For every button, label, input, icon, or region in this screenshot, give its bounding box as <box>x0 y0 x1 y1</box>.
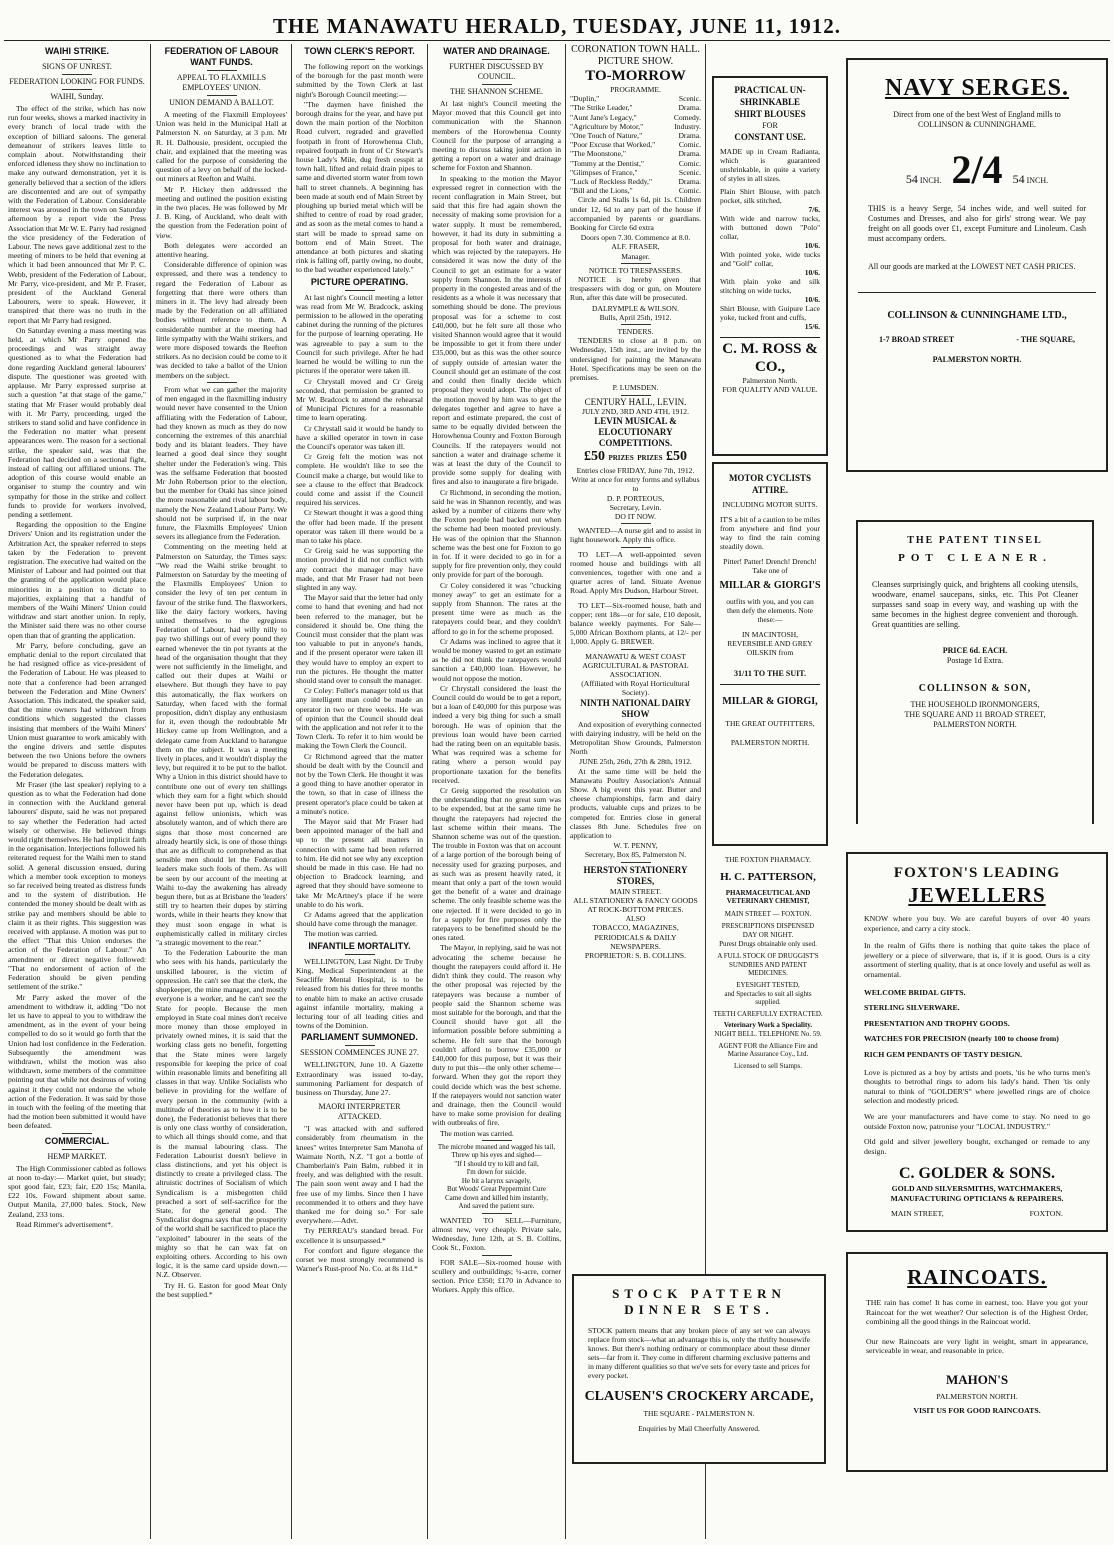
notice: And exposition of everything connected with dairying industry, will be held on the Metropolitan Show Grounds, Palmerston North <box>570 719 701 757</box>
price: 15/6. <box>804 322 820 331</box>
ad-subheading: GOLD AND SILVERSMITHS, WATCHMAKERS, MANUFACTURING OPTICIANS & REPAIRERS. <box>890 1184 1064 1203</box>
programme-heading: PROGRAMME. <box>610 85 661 94</box>
ad-heading: SHIRT BLOUSES <box>734 109 806 119</box>
classified-ad: FOR SALE—Six-roomed house with scullery and outbuildings; ¼-acre, corner section. Price £350; £170 in Advance to Workers. Apply this office. <box>432 1257 561 1295</box>
trespass-heading: NOTICE TO TRESPASSERS. <box>588 265 683 275</box>
ad-subheading: PHARMACEUTICAL AND VETERINARY CHEMIST, <box>725 888 811 906</box>
signature: W. T. PENNY, <box>613 841 658 851</box>
subheading: HEMP MARKET. <box>47 1151 107 1161</box>
classified-ad: TO LET—Six-roomed house, bath and copper; rent 18s—or for sale, £10 deposit, balance weekly payments. For Sale—5,000 African Boxthorn plants, at 12/- per 1,000. Apply G. BREWER. <box>570 600 701 647</box>
ad-text: Old gold and silver jewellery bought, exchanged or remade to any design. <box>864 1137 1090 1156</box>
ad-heading: POT CLEANER. <box>898 552 1052 564</box>
ad-tagline: THE GREAT OUTFITTERS, <box>725 719 815 728</box>
ad-heading: SHRINKABLE <box>739 97 801 107</box>
address: MAIN STREET. <box>609 886 662 896</box>
notice: ALL STATIONERY & FANCY GOODS AT ROCK-BOTTOM PRICES. <box>573 895 698 915</box>
article-paragraph: Cr Chrystall said it would be handy to have a skilled operator in town in case the Council's operator was taken ill. <box>296 423 423 451</box>
ad-heading: FOR <box>762 121 778 130</box>
ad-text: With wide and narrow tucks, with buttoned down "Polo" collar, <box>720 214 820 241</box>
doors: Doors open 7.30. Commence at 8.0. <box>580 233 691 243</box>
article-paragraph: Cr Richmond, in seconding the motion, said he was in Shannon recently, and was asked by a number of citizens there why the Foxton people had backed out when the scheme had been mooted previously. He was of the opinion that the Shannon scheme was the best one for Foxton to go in for. If it were decided to go in for a supply for fire prevention only, they could only provide for part of the borough. <box>432 487 561 580</box>
prices: Circle and Stalls 1s 6d, pit 1s. Children under 12, 6d to any part of the house if accompanied by parents or guardians. Booking for Circle 6d extra <box>570 195 701 233</box>
article-paragraph: Cr Greig said he was supporting the motion provided it did not conflict with any contract the manager may have made, and that Mr Fraser had not been slighted in any way. <box>296 546 423 592</box>
ad-text: AGENT FOR the Alliance Fire and Marine Assurance Coy., Ltd. <box>718 1041 818 1059</box>
programme-item: "Aunt Jane's Legacy," Comedy. <box>570 112 701 122</box>
ad-company: MILLAR & GIORGI'S <box>719 580 821 591</box>
programme-item: "Luck of Reckless Reddy," Drama. <box>570 177 701 187</box>
article-paragraph: To the Federation Labourite the man who sees with his hands, particularly the unskilled labourer, is the victim of oppression. He can't see that the clerk, the shopkeeper, the mine manager, and mostly everyone is a worker, and he can't see the State for people. Because the men employed in State coal mines don't receive more money than those employed in privately owned mines, it is said that the working class gets no benefit, forgetting that the State mines were largely responsible for keeping the price of coal within reasonable limits and benefiting all classes in that way. Unlike Socialists who believe in providing for the welfare of every person in the community (with a multitude of theories as to how it is to be done), the Federationist believes that there is only one class worthy of consideration, to which all things should come, and that is the manual labouring class. The Federation Labourist doesn't believe in class distinctions, and yet his object is distinctly to create a privileged class. The altruistic doctrines of Socialism of which Syndicalism is a misbegotten child preached a sort of self-sacrifice for the State, for the general good. The Syndicalist dogma says that the prosperity of the world shall be sacrificed to place the "exploited" labourer in the seats of the mighty so that he can wax fat on exploiting others. According to his own logic, it is the same card upside down.—N.Z. Observer. <box>156 948 287 1280</box>
ad-text: Purest Drugs obtainable only used. <box>719 939 817 948</box>
herston-heading: HERSTON STATIONERY STORES, <box>583 864 688 886</box>
programme-list <box>570 94 701 195</box>
ad-text: In the realm of Gifts there is nothing that quite takes the place of jewellery or a piece of silverware, that is, if it is good. Ours is a city assortment of sterling quality, that is at once lovely and useful as well as ornamental. <box>864 941 1090 979</box>
signature-title: Secretary, Levin. <box>609 502 662 512</box>
article-paragraph: Cr Adams was inclined to agree that it would be money wasted to get an estimate as he did not think the ratepayers would sanction a £40,000 loan. However, he would not oppose the motion. <box>432 636 561 683</box>
headline: FEDERATION OF LABOUR WANT FUNDS. <box>164 46 279 67</box>
subheading: MAORI INTERPRETER ATTACKED. <box>318 1102 401 1122</box>
signature: DALRYMPLE & WILSON. <box>592 303 679 313</box>
ad-ross-blouses <box>712 76 828 456</box>
ad-heading: CONSTANT USE. <box>734 132 806 142</box>
advert-line: For comfort and figure elegance the corset we most strongly recommend is Warner's Rust-proof No. Co. at 8s 11d.* <box>296 1245 423 1274</box>
subheading: APPEAL TO FLAXMILLS EMPLOYEES' UNION. <box>176 73 267 92</box>
ad-text: PRESCRIPTIONS DISPENSED <box>721 922 815 931</box>
price: PRICE 6d. EACH. <box>942 646 1008 655</box>
article-paragraph: "The daymen have finished the borough drains for the year, and have put down the main portion of the Norbiton Road culvert, regraded and gravelled footpath in front of Horowhenua Club, repaired footpath in front of Cr Stewart's house Lady's Mile, dug fresh cesspit at town hall, lifted and relaid drain pipes to same and diverted storm water from town hall to street channels. A beginning has been made at south end of Main Street by ploughing up buried metal which will be shifted to centre of road by road grader, and as soon as the metal comes to hand a start will be made to spread same on bottom end of Main Street. The attendance at both pictures and skating rink is falling off, partly owing, no doubt, to the bad weather experienced lately." <box>296 99 423 275</box>
ad-heading: STOCK PATTERN <box>612 1286 786 1301</box>
article-paragraph: Considerable difference of opinion was expressed, and there was a tendency to regard the Federation of Labour as forgetting that there were others than miners in it. The levy had already been made by the Federation on all affiliated bodies without reference to them. A considerable number at the meeting had little sympathy with the Waihi strikers, and were more disposed towards the Reefton strikers. As no decision could be come to it was decided to take a ballot of the Union members on the subject. <box>156 260 287 380</box>
subheading: FURTHER DISCUSSED BY COUNCIL. <box>449 62 544 81</box>
tenders-heading: TENDERS. <box>617 327 654 337</box>
ad-text: Cleanses surprisingly quick, and brightens all cooking utensils, woodware, enamel saucepans, sinks, etc. This Pot Cleaner surpasses sand soap in every way, and washing up with the same becomes in the highest degree convenient and thorough. Great quantities are selling. <box>872 580 1078 629</box>
article-paragraph: From what we can gather the majority of men engaged in the flaxmilling industry would never have consented to the Union affiliating with the Federation of Labour, had they known as much as they do now concerning the extremes of this anarchial body and its blatant leaders. They have learned a good deal since they sought shelter under the Federation's wing. This was the selfsame Federation that boosted Mr John Robertson prior to the election, but the member for Otaki has since joined the more reasonable and rival labour body, namely the New Zealand Labour Party. We should not be surprised if, in the near future, the Flaxmills Employees' Union severs its allegiance from the Federation. <box>156 384 287 542</box>
poem: The microbe moaned and wagged his tail, Threw up his eyes and sighed— "If I should try to kill and fail, I'm down for suicide. He bit a larynx savagely, But Woods' Great Peppermint Cure Came down and killed him instantly, And saved the patient sure. <box>437 1142 556 1211</box>
ad-company: C. M. ROSS & CO., <box>722 341 818 375</box>
century-heading: CENTURY HALL, LEVIN. <box>584 396 687 407</box>
ad-text: Direct from one of the best West of England mills to COLLINSON & CUNNINGHAME. <box>893 110 1061 129</box>
signature: ALF. FRASER, <box>611 242 660 252</box>
masthead: THE MANAWATU HERALD, TUESDAY, JUNE 11, 1912. <box>273 14 841 38</box>
notice: At the same time will be held the Manawatu Poultry Association's Annual Show. A big event this year. Butter and cheese championships, farm and dairy products, valuable cups and prizes to be competed for. Entries close in general classes 8th June. Schedules free on application to <box>570 766 701 841</box>
ad-heading: FOXTON'S LEADING <box>893 865 1061 881</box>
ad-address: THE SQUARE - PALMERSTON N. <box>643 1409 755 1418</box>
advert-line: Read Rimmer's advertisement*. <box>16 1219 113 1229</box>
article-paragraph: Cr Chrystall moved and Cr Greig seconded, that permission be granted to Mr W. Bradcock to attend the rehearsal of Municipal Pictures for a reasonable time to learn operating. <box>296 376 423 423</box>
ad-text: and Spectacles to suit all sights supplied. <box>724 989 812 1007</box>
ad-address: Palmerston North. <box>742 376 798 385</box>
levin-competitions: LEVIN MUSICAL & ELOCUTIONARY COMPETITIONS. <box>594 415 677 448</box>
classified-ad: TO LET—A well-appointed seven roomed house and buildings with all conveniences, together with one and a quarter acres of land. Situate Avenue Road. Apply Mrs Dudson, Harbour Street. <box>570 549 701 596</box>
ad-heading: DINNER SETS. <box>624 1302 774 1317</box>
headline: TOWN CLERK'S REPORT. <box>304 46 415 56</box>
dairy-show: NINTH NATIONAL DAIRY SHOW <box>580 697 691 719</box>
subheading: SIGNS OF UNREST. <box>42 62 112 71</box>
article-paragraph: The High Commissioner cabled as follows at noon to-day:— Market quiet, but steady; spot good fair, £23; fair, £20 15s; Manila, £22 10s. Foward shipment about same. Output Manila, 27,000 bales. Stock, New Zealand, 233 tons. <box>8 1163 146 1219</box>
ad-heading: PRACTICAL UN- <box>734 85 806 95</box>
date: JUNE 25th, 26th, 27th & 28th, 1912. <box>579 757 692 767</box>
article-paragraph: Commenting on the meeting held at Palmerston on Saturday, the Times says: "We read the Waihi strike brought to Palmerston on Saturday by the meeting of the Flaxmills Employees' Union to consider the levy of ten per centum in favour of the strike fund. The flaxworkers, like the dairy factory workers, having united themselves to the egregious Federation of Labour, had willy nilly to pay two shillings out of every pound they earned whenever the tin pot tyrants at the head of the organisation thought that they were not sufficiently in the limelight, and called out their dupes at Waihi or elsewhere. But though they have to pay this automatically, the flax workers on Saturday, when faced with the formal proposition, didn't display any enthusiasm for it, even though the redoubtable Mr Hickey came up from Wellington, and a delegate came from Auckland to harangue them on the subject. It was a meeting lively in places, and it wouldn't display the levy, but required it to be put to the ballot. Why a Union in this district should have to contribute one out of every ten shillings which they earn for a fight which should never have been put up, which is dead against fellow unionists, which was absolutely wanton, and of which there are signs that those most concerned are already heartily sick, is one of those things that are as difficult to comprehend as that sensible men should let the Federation leaders make such fools of them. As will be seen by our account of the meeting at Waihi to-day the awakening has already begun there, but as at Brisbane the 'leaders' still try to hearten their dupes by stirring words, while in their hearts they know that they must soon engage in what is euphemistically called in military circles "a strategic movement to the rear." <box>156 542 287 948</box>
classified-ad: WANTED TO SELL—Furniture, almost new, very cheaply. Private sale, Wednesday, June 12th, at S. B. Collins, Cook St., Foxton. <box>432 1215 561 1253</box>
advert-line: Try PERREAU's standard bread. For excellence it is unsurpassed.* <box>296 1226 423 1245</box>
article-paragraph: On Saturday evening a mass meeting was held, at which Mr Parry opened the proceedings and was straight away questioned as to what the Federation had done regarding Auckland general labourers' dispute. The questioner was greeted with applause. Mr Parry expressed surprise at such a question "at that stage of the game," stating that Mr Fraser would probably deal with it. Mr Parry, proceeding, urged the strikers to stand solid and have confidence in the Federation no matter what present appearances were. The reason for a sectional strike, the speaker said, was that the Federation had decided on a sectional fight, instead of calling out affiliated unions. The adoption of this course would enable an organiser to stump the country and win sympathy for those in the strike and collect funds to provide for workers involved, pending a settlement. <box>8 325 146 519</box>
article-paragraph: Mr Parry, before concluding, gave an emphatic denial to the report circulated that he had resigned office as vice-president of the Federation of Labour. He was pleased to note that a conference had been arranged between the Federation and Mine Owners' Association. This indicated, the speaker said, that the mine owners had withdrawn from conditions which suggested the classes insisting that members of the Waihi Miners' Union must guarantee to work amicably with the engine drivers and settle disputes between the two Unions before the owners would be prepared to discuss matters with the Federation delegates. <box>8 640 146 779</box>
article-paragraph: The Mayor said that Mr Fraser had been appointed manager of the hall and up to the present all matters in connection with same had been referred to him. He did not see why any exception should be made in this case. He had no objection to Bradcock learning, and agreed that they should have someone to take Mr McArtney's place if he were unable to do his work. <box>296 817 423 909</box>
article-paragraph: "I was attacked with and suffered considerably from rheumatism in the knees" writes Interpreter Sam Manoha of Waimate North, N.Z. "I got a bottle of Chamberlain's Pain Balm, rubbed it in freely, and was delighted with the result. The pain soon went away and I had the free use of my limbs. Since then I have recommended it to others and they have thanked me for doing so." For sale everywhere.—Advt. <box>296 1124 423 1226</box>
ad-text: Our new Raincoats are very light in weight, smart in appearance, serviceable in wear, and reasonable in price. <box>866 1336 1088 1356</box>
article-paragraph: Cr Greig felt the motion was not complete. He wouldn't like to see the Council make a charge, but would like to see a clause to the effect that Bradcock could come and assist if the Council required his services. <box>296 452 423 508</box>
article-paragraph: Cr Coley considered it was "chucking money away" to get an estimate for a supply from Shannon. The rates at the present time were as much as the ratepayers could bear, and they couldn't afford to go in for the scheme proposed. <box>432 580 561 636</box>
article-paragraph: Mr Fraser (the last speaker) replying to a question as to what the Federation had done in connection with the Auckland general labourers' dispute, said he was not prepared to say whether the Federation had acted wisely or otherwise. He believed things would right themselves. He had implicit faith in the organisation. Interjections followed his reiterated request for the Waihi men to stand solid. A general discussion ensued, during which a member took exception to moneys so far received being treated as distress funds and to the system of distribution. He contended the money should be dealt with as strike pay and members should be able to claim it as their rights. This suggestion was received with applause. A motion was put to the effect "That this Union endorses the action of the Federation of Labour." An amendment or direct negative followed: "That no endorsement of action of the Federation should be given pending settlement of the strike." <box>8 779 146 992</box>
article-paragraph: Regarding the opposition to the Engine Drivers' Union and its registration under the Arbitration Act, the speaker referred to steps taken by the Federation to prevent registration. The executive had waited on the Minister of Labour and had pointed out that the granting of the application would place minorities in a position to dictate to majorities, explaining that a handful of members of the Waihi Miners' Union could withdraw and start another union. In reply, the Minister said there was no other course open than that of granting the application. <box>8 520 146 640</box>
article-paragraph: A meeting of the Flaxmill Employees' Union was held in the Municipal Hall at Palmerston N. on Saturday, at 3 p.m. Mr R. H. Dalhousie, president, occupied the chair, and explained that the meeting was called for the purpose of considering the question of a levy on behalf of the locked-out miners at Reefton and Waihi. <box>156 110 287 184</box>
article-paragraph: Cr Chrystall considered the least the Council could do would be to get a report, but a loan of £40,000 for this purpose was indeed a very big thing for such a small borough. He was of opinion that the previous loan would have been carried had the rating been on an equitable basis. What was required was a scheme for rating where a person would pay proportionate taxation for the benefits received. <box>432 683 561 785</box>
subheading: THE SHANNON SCHEME. <box>449 87 544 96</box>
signature: D. P. PORTEOUS, <box>606 493 665 503</box>
column-federation <box>156 44 287 1539</box>
masthead-rule <box>4 40 1110 41</box>
ad-text: Veterinary Work a Speciality. <box>723 1021 813 1030</box>
price: 10/6. <box>804 268 820 277</box>
programme-item: "Agriculture by Motor," Industry. <box>570 121 701 131</box>
picture-show: PICTURE SHOW. <box>597 56 674 67</box>
ad-text: TEETH CAREFULLY EXTRACTED. <box>713 1009 823 1018</box>
signature-title: Secretary, Box 85, Palmerston N. <box>584 850 687 860</box>
notice: TENDERS to close at 8 p.m. on Wednesday, 15th inst., are invited by the undersigned for painting the Manawatu Hotel. Specifications may be seen on the premises. <box>570 336 701 383</box>
headline: PARLIAMENT SUMMONED. <box>301 1032 418 1043</box>
feature-list: WELCOME BRIDAL GIFTS. STERLING SILVERWARE. PRESENTATION AND TROPHY GOODS. WATCHES FOR PRECISION (nearly 100 to choose from) RICH GEM PENDANTS OF TASTY DESIGN. <box>864 987 1059 1059</box>
ad-text: outfits with you, and you can then defy the elements. Note these:— <box>726 597 814 624</box>
ad-millar-giorgi <box>712 462 828 846</box>
ad-text: STOCK pattern means that any broken piece of any set we can always replace from stock—what an advantage this is, only the thrifty housewife knows. But there's nothing ordinary or commonplace about these dinner sets—far from it. They come in different charming exclusive patterns and in many different qualities so that we've sets for every taste and prices for every pocket. <box>588 1326 810 1380</box>
ad-foxton-pharmacy <box>712 852 824 1070</box>
date: Bulls, April 25th, 1912. <box>599 312 672 322</box>
price: 10/6. <box>804 241 820 250</box>
column-divider <box>565 44 566 1539</box>
price: 7/6. <box>808 205 820 214</box>
association-heading: MANAWATU & WEST COAST AGRICULTURAL & PASTORAL ASSOCIATION. <box>582 651 689 679</box>
article-paragraph: WELLINGTON, Last Night. Dr Truby King, Medical Superintendent at the Seacliffe Mental Hospital, is to be released from his duties for three months to enable him to make an active crusade against infantile mortality, making a lecturing tour of all leading cities and towns of the Dominion. <box>296 956 423 1031</box>
article-paragraph: At last night's Council meeting the Mayor moved that this Council get into communication with the Shannon members of the Horowhenua County Council for the purpose of arranging a meeting to discuss taking joint action in getting a report on a water and drainage scheme for Foxton and Shannon. <box>432 99 561 173</box>
ad-address: PALMERSTON NORTH. <box>933 720 1017 729</box>
ad-heading: NAVY SERGES. <box>884 75 1070 101</box>
programme-item: "Glimpses of France," Scenic. <box>570 167 701 177</box>
article-paragraph: The effect of the strike, which has now run four weeks, shows a marked inactivity in every branch of local trade with the exception of billiard saloons. The general demeanour of strikers leaves little to complain about. Notwithstanding their enforced idleness they show no inclination to make any outward demonstration, yet it is generally believed that a section of the idlers are discontented and are out of sympathy with the Federation of Labour. Considerable interest was aroused in the town on Saturday afternoon by a report vide the Press Association that Mr W. E. Parry had resigned the vice presidency of the Federation of Labour. The news gave additional zest to the meeting of miners to be held that evening at which it had been announced that Mr P. C. Webb, president of the Federation of Labour, Mr Parry, vice-president, and Mr P. Fraser, president of the Auckland General Labourers, were to speak. However, it transpired that there was no truth in the report that Mr Parry had resigned. <box>8 104 146 325</box>
ad-tagline: FOR QUALITY AND VALUE. <box>722 385 818 394</box>
ad-text: THIS is a heavy Serge, 54 inches wide, and well suited for Costumes and Dresses, and also for girls' strong wear. We pay freight on all goods over £1, except Furniture and Linoleum. Cash must accompany orders. <box>868 204 1086 243</box>
ad-text: IT'S a bit of a caution to be miles from anywhere and find your way to find the rain coming steadily down. <box>720 515 820 551</box>
article-paragraph: In speaking to the motion the Mayor expressed regret in connection with the recent conflagration in Main Street, but said that this fire had again shown the necessity of making some provision for a water supply. It must be remembered, however, it had its duty in submitting a proposal for both water and drainage, which was rejected by the ratepayers. He considered it was now the duty of the Council to get an estimate for a water supply from Shannon. In the interests of property in the congested areas and of the residents as a whole it was necessary that something should be done. The previous proposal was for a scheme to cost £40,000, but he felt sure all those who visited Shannon would agree that it would be impossible to get it from there under £35,000, but as this was the other source of supply outside of artesian water the Council should get an estimate of the cost and could then finally decide which proposal they would adopt. The object of the motion moved by him was to get the delegates together and agree to have a report and estimate prepared, the cost of same to be equally divided between the Horowhenua County and Foxton Borough Councils. If the ratepayers would not sanction a water and drainage scheme it was at least the duty of the Council to provide some supply for dealing with fires and also to inaugurate a fire brigade. <box>432 173 561 487</box>
ad-text: Postage 1d Extra. <box>946 656 1004 665</box>
notice: DO IT NOW. <box>614 511 657 521</box>
ad-text: With plain yoke and silk stitching on wide tucks, <box>720 277 820 295</box>
ad-heading: ATTIRE. <box>751 485 789 495</box>
tomorrow: TO-MORROW <box>585 68 686 84</box>
programme-item: "Bill and the Lions," Comic. <box>570 186 701 196</box>
suit-price: 31/11 TO THE SUIT. <box>734 669 806 678</box>
column-town-clerk <box>296 44 423 1539</box>
column-divider <box>427 44 428 1539</box>
ad-company: H. C. PATTERSON, <box>720 870 816 883</box>
classified-ad: WANTED—A nurse girl and to assist in light housework. Apply this office. <box>570 526 701 545</box>
article-paragraph: Cr Stewart thought it was a good thing the offer had been made. If the present operator was taken ill there would be a man to take his place. <box>296 508 423 545</box>
ad-text: DAY OR NIGHT. <box>742 930 794 939</box>
article-paragraph: Cr Richmond agreed that the matter should be dealt with by the Council and not by the Town Clerk. He thought it was a good thing to have another operator in the town, so that in case of illness the present operator's place could be taken at a minute's notice. <box>296 751 423 816</box>
article-paragraph: The Mayor said that the letter had only come to hand that evening and had not been referred to the manager, but he considered it should be. One thing the Council must consider that the plant was too valuable to put in anyone's hands, and if the present operator were taken ill they would have to employ an expert to run the pictures. He thought the matter should stand over to consult the manager. <box>296 593 423 685</box>
ad-address: PALMERSTON NORTH. <box>936 1391 1018 1401</box>
ad-company: CLAUSEN'S CROCKERY ARCADE, <box>584 1389 814 1404</box>
ad-text: THE rain has come! It has come in earnest, too. Have you got your Raincoat for the wet weather? Our selection is of the Highest Order, combining all the good things in the Raincoat world. <box>866 1298 1088 1327</box>
headline: INFANTILE MORTALITY. <box>308 940 411 951</box>
ad-address: PALMERSTON NORTH. <box>730 738 810 747</box>
ad-subheading: THE HOUSEHOLD IRONMONGERS, <box>910 700 1040 709</box>
ad-heading: THE FOXTON PHARMACY. <box>725 856 811 864</box>
ad-text: Love is pictured as a boy by artists and poets, 'tis he who turns men's thoughts to betrothal rings to adorn his lady's hand. Then 'tis only natural to think of "GOLDER'S" where jewelled rings are of choice selection and modestly priced. <box>864 1067 1090 1106</box>
article-paragraph: The motion was carried. <box>440 1128 514 1138</box>
advert-line: Try H. G. Easton for good Meat Only the best supplied.* <box>156 1280 287 1299</box>
coronation-heading: CORONATION TOWN HALL. <box>571 44 700 55</box>
ad-text: NIGHT BELL. TELEPHONE No. 59. <box>714 1029 822 1038</box>
column-divider <box>150 44 151 1539</box>
column-notices <box>570 44 701 1044</box>
signature-title: Manager. <box>621 251 650 261</box>
article-paragraph: At last night's Council meeting a letter was read from Mr W. Bradcock, asking permission to be allowed in the operating cabinet during the running of the pictures for the purpose of learning operating. He was agreeable to pay a sum to the Council for such privilege. After he had learned he would be willing to run the pictures if the operator were taken ill. <box>296 292 423 376</box>
ad-text: MADE up in Cream Radianta, which is guaranteed unshrinkable, in quite a variety of styles in all sizes. <box>720 147 820 183</box>
programme-item: "Poor Excuse that Worked," Comic. <box>570 140 701 150</box>
ad-heading: THE PATENT TINSEL <box>907 535 1043 546</box>
ad-tinsel-pot-cleaner <box>846 496 1104 824</box>
ad-company: MAHON'S <box>945 1371 1009 1387</box>
ad-navy-serges <box>846 58 1108 472</box>
programme-item: "The Moonstone," Drama. <box>570 149 701 159</box>
notice: (Affiliated with Royal Horticultural Society). <box>581 679 690 698</box>
ad-company: C. GOLDER & SONS. <box>898 1165 1056 1183</box>
article-paragraph: Mr Parry asked the mover of the amendment to withdraw it, adding "Do not let us have to appeal to you to withdraw the amendment, as in the event of your being compelled to do so it would go forth that the Union had lost confidence in the Federation. Subsequently the amendment was withdrawn, whilst the motion was also withdrawn, some members of the committee pointing out that while not desirous of voting against it they could not endorse the whole action of the Federation. It was said by those in touch with the feeling of the meeting that had the motion been submitted it would have been defeated. <box>8 992 146 1131</box>
ad-text: Plain Shirt Blouse, with patch pocket, silk stitched, <box>720 187 820 205</box>
ad-text: A FULL STOCK OF DRUGGIST'S SUNDRIES AND PATENT MEDICINES. <box>717 952 819 978</box>
programme-item: "Tommy at the Dentist," Comic. <box>570 158 701 168</box>
article-paragraph: The Mayor, in replying, said he was not advocating the scheme because he thought the ratepayers could afford it. He didn't think they could. The reason why the other proposal was rejected by the ratepayers was because a number of people said the Shannon scheme was most suitable for the borough, and that the Council should have got all the information possible before submitting a scheme. He felt sure that the borough couldn't afford to borrow £35,000 or £40,000 for this purpose, but it was their duty to put this—the only other scheme—forward. When they got the report they could decide which was the best scheme. If the ratepayers would not sanction water and drainage, then the Council would have to make some provision for dealing with outbreaks of fire. <box>432 943 561 1128</box>
headline: PICTURE OPERATING. <box>310 276 409 287</box>
article-paragraph: The following report on the workings of the borough for the past month were submitted by the Town Clerk at last night's Borough Council meeting:— <box>296 62 423 99</box>
ad-text: Shirt Blouse, with Guipure Lace yoke, tucked front and cuffs, <box>720 304 820 322</box>
prizes: £50 PRIZES PRIZES £50 <box>583 448 688 464</box>
article-paragraph: The motion was carried. <box>304 929 378 939</box>
entries: Entries close FRIDAY, June 7th, 1912. <box>576 465 695 475</box>
dateline: WAIHI, Sunday. <box>50 92 104 101</box>
ad-address: MAIN STREET — FOXTON. <box>724 909 812 918</box>
column-divider <box>291 44 292 1539</box>
column-waihi-strike <box>8 44 146 1539</box>
notice: Write at once for entry forms and syllabus to <box>571 475 700 494</box>
notice: NOTICE is hereby given that trespassers with dog or gun, on Moutere Run, after this date will be prosecuted. <box>570 275 701 303</box>
column-water-drainage <box>432 44 561 1539</box>
ad-clausen-crockery <box>572 1274 826 1464</box>
article-paragraph: Both delegates were accorded an attentive hearing. <box>156 240 287 260</box>
ad-tagline: VISIT US FOR GOOD RAINCOATS. <box>913 1405 1041 1415</box>
ad-text: We are your manufacturers and have come to stay. No need to go outside Foxton now, patronise your "LOCAL INDUSTRY." <box>864 1111 1090 1131</box>
article-paragraph: WELLINGTON, June 10. A Gazette Extraordinary was issued to-day, summoning Parliament for despatch of business on Thursday, June 27. <box>296 1060 423 1097</box>
headline: WATER AND DRAINAGE. <box>443 46 550 56</box>
ad-mahon-raincoats <box>846 1252 1108 1472</box>
ad-heading: INCLUDING MOTOR SUITS. <box>722 500 818 509</box>
price-line: 54 INCH. 2/4 54 INCH. <box>905 147 1049 192</box>
ad-text: Enquiries by Mail Cheerfully Answered. <box>638 1424 760 1433</box>
headline: COMMERCIAL. <box>44 1135 110 1146</box>
subheading: UNION DEMAND A BALLOT. <box>169 98 274 107</box>
ad-golder-jewellers <box>846 852 1108 1232</box>
price: 10/6. <box>804 295 820 304</box>
ad-address: THE SQUARE AND 11 BROAD STREET, <box>904 710 1046 719</box>
ad-text: All our goods are marked at the LOWEST NET CASH PRICES. <box>868 262 1076 271</box>
ad-company: COLLINSON & CUNNINGHAME LTD., <box>887 310 1067 321</box>
ad-address: MAIN STREET, FOXTON. <box>890 1209 1064 1219</box>
article-paragraph: Cr Adams agreed that the application should have come through the manager. <box>296 910 423 929</box>
subheading: FEDERATION LOOKING FOR FUNDS. <box>9 77 145 86</box>
programme-item: "The Strike Leader," Drama. <box>570 103 701 113</box>
ad-text: KNOW where you buy. We are careful buyers of over 40 years experience, and carry a city stock. <box>864 914 1090 933</box>
programme-item: "One Touch of Nature," Drama. <box>570 131 701 141</box>
programme-item: "Duplin," Scenic. <box>570 94 701 104</box>
ad-text: IN MACINTOSH, REVERSIBLE AND GREY OILSKIN from <box>727 630 813 657</box>
signature: PROPRIETOR: S. B. COLLINS. <box>584 951 687 961</box>
ad-address: 1-7 BROAD STREET - THE SQUARE, <box>879 335 1075 344</box>
date: JULY 2ND, 3RD AND 4TH, 1912. <box>582 406 689 416</box>
ad-heading: MOTOR CYCLISTS <box>728 473 812 483</box>
article-paragraph: Cr Coley: Fuller's manager told us that any intelligent man could be made an operator in two or three weeks. He was of opinion that the Council should deal with the application and not refer it to the Town Clerk. To refer it to him would be making the Town Clerk the Council. <box>296 686 423 751</box>
ad-address: PALMERSTON NORTH. <box>932 355 1022 364</box>
ad-text: EYESIGHT TESTED, <box>736 980 800 989</box>
ad-company: COLLINSON & SON, <box>918 683 1032 694</box>
ad-heading: RAINCOATS. <box>907 1265 1047 1289</box>
ad-text: Pitter! Patter! Drench! Drench! Take one of <box>723 557 817 575</box>
article-paragraph: Cr Greig supported the resolution on the understanding that no great sum was to be expended, but at the same time he thought the ratepayers had rejected the last scheme within their means. The Shannon scheme was out of the question. The trouble in Foxton was that on account of a large portion of the borough being of necessity used for grazing purposes, and as such was as present heavily rated, it meant that only a part of the town would get the benefit of a water and drainage scheme. The only feasible scheme was the one rejected. If it were decided to go in for a supply for fire purposes only the ratepayers to be benefitted should be the ones rated. <box>432 786 561 943</box>
headline: WAIHI STRIKE. <box>44 46 109 56</box>
ad-heading: JEWELLERS <box>908 883 1046 907</box>
subheading: SESSION COMMENCES JUNE 27. <box>300 1048 419 1058</box>
notice: TOBACCO, MAGAZINES, PERIODICALS & DAILY NEWSPAPERS. <box>592 923 679 951</box>
notice: ALSO <box>625 914 646 924</box>
signature: P. LUMSDEN. <box>612 383 659 393</box>
ad-text: With pointed yoke, wide tucks and "Golf" collar, <box>720 250 820 268</box>
ad-company: MILLAR & GIORGI, <box>722 696 818 707</box>
ad-text: Licensed to sell Stamps. <box>733 1061 803 1070</box>
article-paragraph: Mr P. Hickey then addressed the meeting and outlined the position existing in the two places. He was followed by Mr J. B. King, of Auckland, who dealt with the question from the Federation point of view. <box>156 184 287 240</box>
